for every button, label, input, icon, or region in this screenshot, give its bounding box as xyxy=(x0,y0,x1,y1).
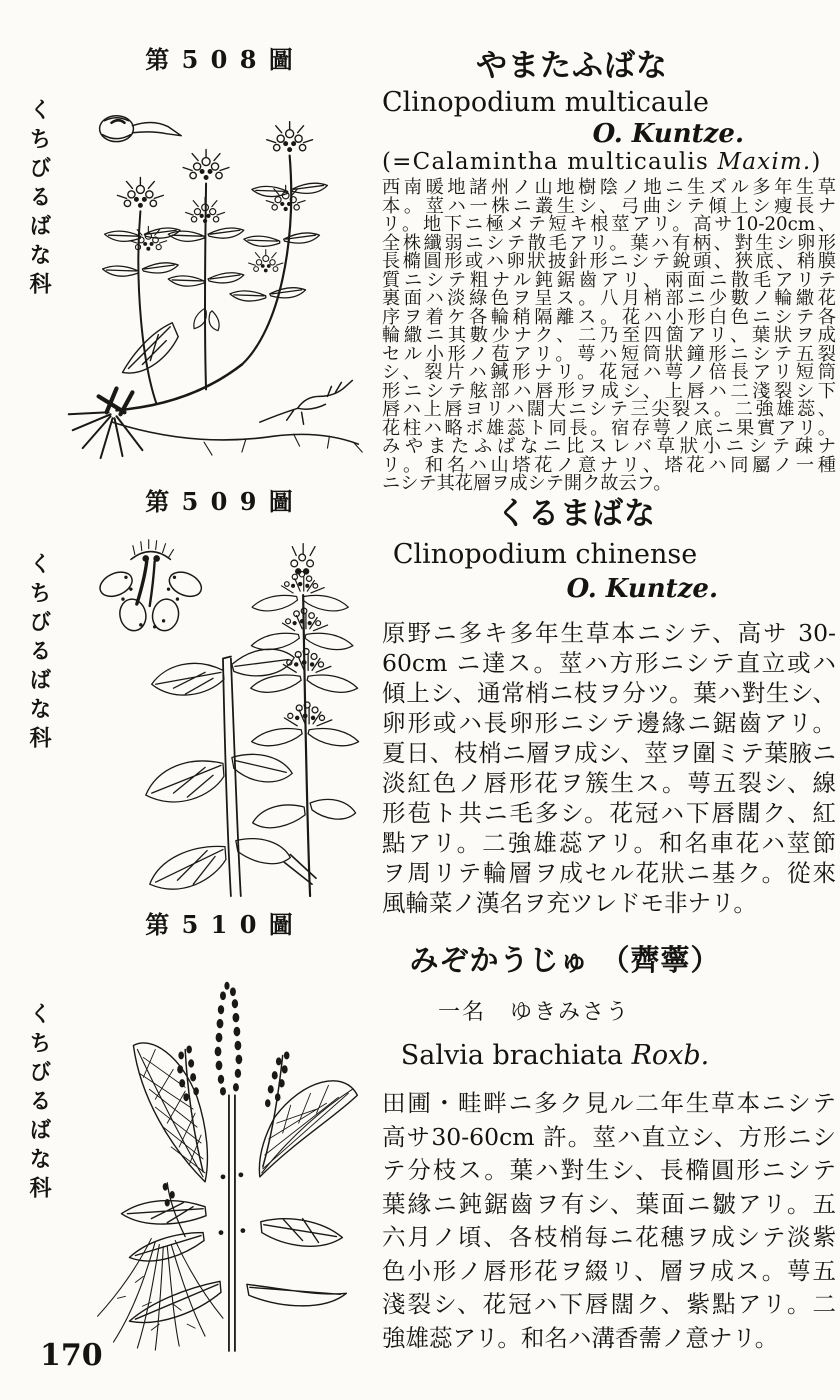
text-line: みやまたふばなニ比スレバ草狀小ニシテ疎ナ xyxy=(382,436,836,457)
figure-510-illustration xyxy=(55,938,385,1356)
text-line: リ。和名ハ山塔花ノ意ナリ、塔花ハ同屬ノ一種 xyxy=(382,454,836,476)
text-line: 傾上シ、通常梢ニ枝ヲ分ツ。葉ハ對生シ、 xyxy=(382,679,836,707)
text-line: ヲ周リテ輪層ヲ成セル花狀ニ基ク。從來 xyxy=(382,859,836,887)
text-line: 質ニシテ粗ナル鈍鋸齒アリ、兩面ニ散毛アリテ xyxy=(382,269,836,291)
family-label-vertical-2: くちびるばな科 xyxy=(26,552,52,755)
text-line: 原野ニ多キ多年生草本ニシテ、高サ 30- xyxy=(382,619,836,647)
figure-510-caption: 第 5 1 0 圖 xyxy=(145,910,295,939)
text-line: セル小形ノ苞アリ。萼ハ短筒狀鐘形ニシテ五裂 xyxy=(382,343,836,365)
text-line: 淡紅色ノ唇形花ヲ簇生ス。萼五裂シ、線 xyxy=(382,769,836,797)
latin-name: Salvia brachiata Roxb. xyxy=(400,1040,710,1071)
text-line: 形ニシテ舷部ハ唇形ヲ成シ、上唇ハ二淺裂シ下 xyxy=(382,380,836,402)
text-line: 形苞ト共ニ毛多シ。花冠ハ下唇闊ク、紅 xyxy=(382,799,836,827)
text-line: 點アリ。二強雄蕊アリ。和名車花ハ莖節 xyxy=(382,829,836,857)
latin-name: Clinopodium multicaule xyxy=(382,87,709,118)
text-line: 風輪菜ノ漢名ヲ充ツレドモ非ナリ。 xyxy=(382,889,757,917)
text-line: 花柱ハ略ボ雄蕊ト同長。宿存萼ノ底ニ果實アリ。 xyxy=(382,417,836,439)
description-text xyxy=(382,179,836,494)
text-line: 60cm ニ達ス。莖ハ方形ニシテ直立或ハ xyxy=(382,649,836,677)
flower-detail xyxy=(100,116,182,142)
text-line: 序ヲ着ケ各輪稍隔離ス。花ハ小形白色ニシテ各 xyxy=(382,306,836,328)
calyx-detail xyxy=(260,380,353,424)
text-line: 西南暖地諸州ノ山地樹陰ノ地ニ生ズル多年生草 xyxy=(382,177,836,198)
roots xyxy=(98,1239,223,1350)
text-line: 六月ノ頃、各枝梢每ニ花穗ヲ成シテ淡紫 xyxy=(382,1223,836,1251)
figure-509-caption: 第 5 0 9 圖 xyxy=(145,487,295,516)
figure-508-caption: 第 5 0 8 圖 xyxy=(145,45,295,74)
text-line: 唇ハ上唇ヨリハ闊大ニシテ三尖裂ス。二強雄蕊、 xyxy=(382,399,836,420)
text-line: 田圃・畦畔ニ多ク見ル二年生草本ニシテ xyxy=(382,1089,836,1117)
page-number: 170 xyxy=(40,1338,103,1373)
flower-spikes xyxy=(163,982,290,1235)
text-line: 淺裂シ、花冠ハ下唇闊ク、紫點アリ。二 xyxy=(382,1290,836,1318)
text-line: 全株纖弱ニシテ散毛アリ。葉ハ有柄、對生シ卵形 xyxy=(382,232,836,254)
text-line: 本。莖ハ一株ニ叢生シ、弓曲シテ傾上シ瘦長ナ xyxy=(382,195,836,217)
figure-508-illustration xyxy=(52,72,386,470)
figure-509-illustration xyxy=(55,508,385,904)
text-line: 高サ30-60cm 許。莖ハ直立シ、方形ニシ xyxy=(382,1122,836,1151)
text-line: 輪繖ニ其數少ナク、二乃至四箇アリ、葉狀ヲ成 xyxy=(382,325,836,346)
latin-name: Clinopodium chinense xyxy=(392,539,698,570)
text-line: 長橢圓形或ハ卵狀披針形ニシテ銳頭、狹底、稍膜 xyxy=(382,251,836,272)
leaves xyxy=(121,1043,357,1323)
alias-name: 一名 ゆきみさう xyxy=(437,1000,630,1025)
text-line: シ、裂片ハ鍼形ナリ。花冠ハ萼ノ倍長アリ短筒 xyxy=(382,362,836,383)
text-line: 葉緣ニ鈍鋸齒ヲ有シ、葉面ニ皺アリ。五 xyxy=(382,1189,836,1218)
leafy-stem xyxy=(146,649,295,896)
text-line: テ分枝ス。葉ハ對生シ、長橢圓形ニシテ xyxy=(382,1156,836,1184)
entry-508 xyxy=(382,40,836,494)
text-line: 裏面ハ淡綠色ヲ呈ス。八月梢部ニ少數ノ輪繖花 xyxy=(382,288,836,309)
plant-name-kana: みぞかうじゅ （薺薴） xyxy=(409,943,721,977)
plant-name-kana: やまたふばな xyxy=(476,48,668,84)
text-line: 夏日、枝梢ニ層ヲ成シ、莖ヲ圍ミテ葉腋ニ xyxy=(382,739,836,767)
author-name: O. Kuntze. xyxy=(566,574,718,604)
entry-510 xyxy=(382,938,836,1355)
text-line: 卵形或ハ長卵形ニシテ邊緣ニ鋸齒アリ。 xyxy=(382,709,836,737)
text-line: リ。地下ニ極メテ短キ根莖アリ。高サ10-20cm、 xyxy=(382,214,836,235)
plant-name-kana: くるまばな xyxy=(496,496,656,532)
description-text xyxy=(382,618,836,918)
family-label-vertical-3: くちびるばな科 xyxy=(26,1002,52,1205)
text-line: 色小形ノ唇形花ヲ綴リ、層ヲ成ス。萼五 xyxy=(382,1256,836,1285)
entry-509 xyxy=(382,488,836,918)
family-label-vertical-1: くちびるばな科 xyxy=(26,98,52,301)
description-text xyxy=(382,1087,836,1355)
text-line: 強雄蕊アリ。和名ハ溝香薷ノ意ナリ。 xyxy=(382,1323,779,1352)
synonym-line: (=Calamintha multicaulis Maxim.) xyxy=(382,149,822,175)
author-name: O. Kuntze. xyxy=(592,119,744,149)
corolla-detail xyxy=(96,540,205,633)
text-line: ニシテ其花層ヲ成シテ開ク故云フ。 xyxy=(382,473,672,494)
